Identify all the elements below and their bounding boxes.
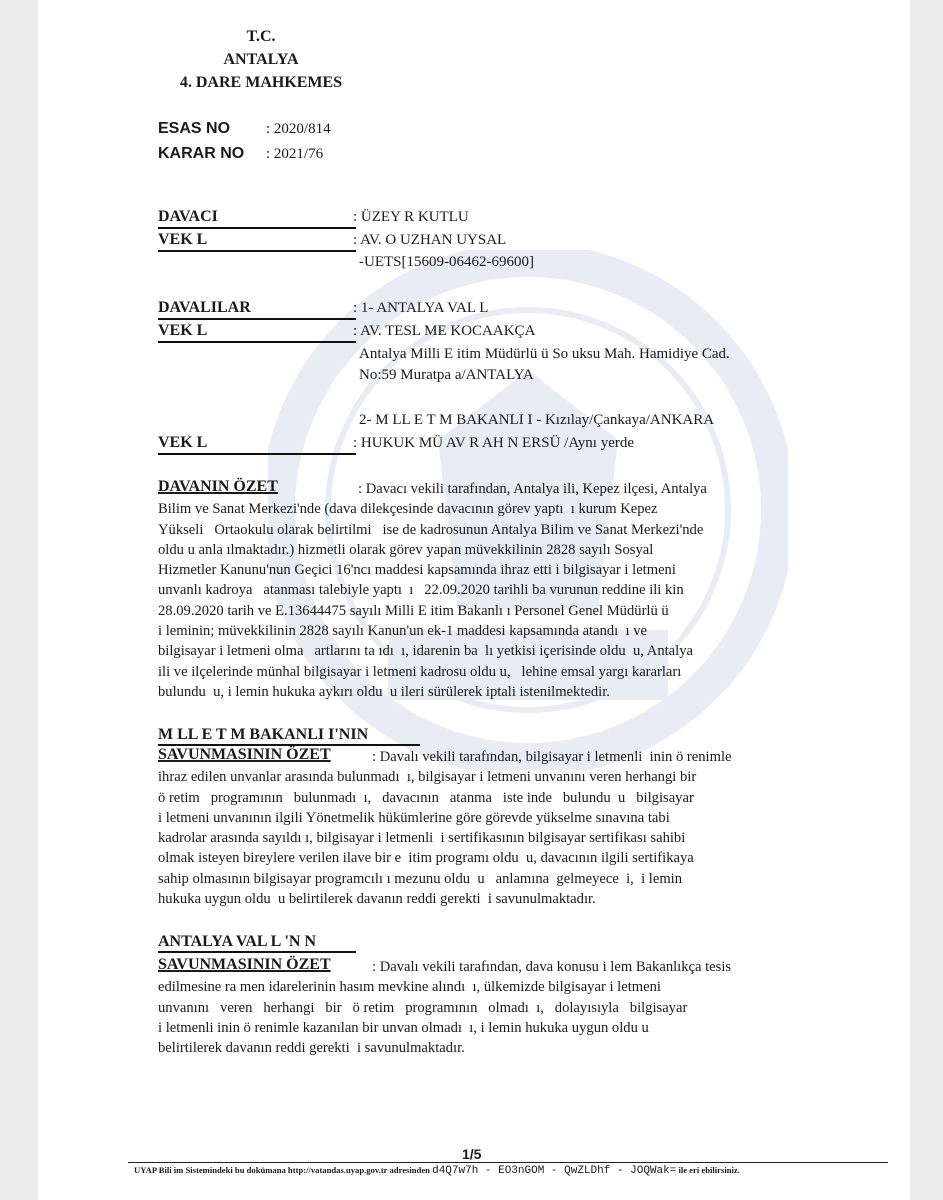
header-line-tc: T.C. xyxy=(246,28,276,45)
davali-2: 2- M LL E T M BAKANLI I - Kızılay/Çankaya/ANKARA xyxy=(359,412,715,428)
vekil-label: VEK L xyxy=(158,322,208,339)
divider-rule xyxy=(158,318,356,320)
esas-label: ESAS NO xyxy=(158,120,231,137)
paragraph-line: : Davalı vekili tarafından, bilgisayar i letmenli inin ö renimle xyxy=(372,749,732,765)
paragraph-line: i leminin; müvekkilinin 2828 sayılı Kanun'un ek-1 maddesi kapsamında atandı ı ve xyxy=(158,623,647,640)
uyap-footer xyxy=(134,1165,740,1177)
davalilar-label: DAVALILAR xyxy=(158,299,251,316)
court-name: 4. DARE MAHKEMES xyxy=(179,74,343,91)
savunma-governorship-title: ANTALYA VAL L 'N N xyxy=(158,933,316,950)
ozet-paragraph xyxy=(158,479,798,702)
vekil-value: : HUKUK MÜ AV R AH N ERSÜ /Aynı yerde xyxy=(353,435,635,451)
ozet-heading: DAVANIN ÖZET xyxy=(158,478,278,495)
document-page xyxy=(38,0,910,1200)
davaci-label: DAVACI xyxy=(158,208,218,225)
paragraph-line: oldu u anla ılmaktadır.) hizmetli olarak görev yapan müvekkilinin 2828 sayılı Sosyal xyxy=(158,541,654,558)
paragraph-line: Bilim ve Sanat Merkezi'nde (dava dilekçesinde davacının görev yaptı ı kurum Kepez xyxy=(158,501,658,518)
footer-text: UYAP Bili im Sistemindeki bu dokümana http://vatandas.uyap.gov.tr adresinden xyxy=(134,1165,430,1175)
vekil-value: : AV. O UZHAN UYSAL xyxy=(353,232,507,248)
paragraph-line: ö retim programının bulunmadı ı, davacının atanma iste inde bulundu u bilgisayar xyxy=(158,789,694,806)
divider-rule xyxy=(158,341,356,343)
paragraph-line: unvanını veren herhangi bir ö retim programının olmadı ı, dolayısıyla bilgisayar xyxy=(158,999,688,1016)
vekil-label: VEK L xyxy=(158,231,208,248)
savunma-governorship-paragraph xyxy=(158,957,798,1058)
paragraph-line: Hizmetler Kanunu'nun Geçici 16'ncı maddesi kapsamında ihraz etti i bilgisayar i letmeni xyxy=(158,562,676,579)
divider-rule xyxy=(158,250,356,252)
savunma-ministry-title: M LL E T M BAKANLI I'NIN xyxy=(158,726,369,743)
page-number: 1/5 xyxy=(462,1146,482,1162)
paragraph-line: kadrolar arasında sayıldı ı, bilgisayar i letmenli i sertifikasının bilgisayar sertifikası sahibi xyxy=(158,830,686,847)
savunma-heading: SAVUNMASININ ÖZET xyxy=(158,746,331,763)
paragraph-line: edilmesine ra men idarelerinin hasım mevkine alındı ı, ülkemizde bilgisayar i letmeni xyxy=(158,979,661,996)
paragraph-line: : Davalı vekili tarafından, dava konusu i lem Bakanlıkça tesis xyxy=(372,959,732,975)
divider-rule xyxy=(158,951,356,953)
header-line-city: ANTALYA xyxy=(223,51,299,68)
karar-label: KARAR NO xyxy=(158,145,245,162)
verification-code: d4Q7w7h - EO3nGOM - QwZLDhf - JOQWak= xyxy=(432,1165,677,1177)
savunma-heading: SAVUNMASININ ÖZET xyxy=(158,956,331,973)
paragraph-line: unvanlı kadroya atanması talebiyle yaptı ı 22.09.2020 tarihli ba vurunun reddine ili kin xyxy=(158,582,684,599)
savunma-ministry-paragraph xyxy=(158,747,798,909)
paragraph-line: hukuka uygun oldu u belirtilerek davanın reddi gerekti i savunulmaktadır. xyxy=(158,891,596,908)
footer-text: ile eri ebilirsiniz. xyxy=(678,1165,740,1175)
paragraph-line: : Davacı vekili tarafından, Antalya ili, Kepez ilçesi, Antalya xyxy=(358,481,707,497)
vekil-value: : AV. TESL ME KOCAAKÇA xyxy=(353,323,536,339)
paragraph-line: sahip olmasının bilgisayar programcılı ı mezunu oldu u anlamına gelmeyece i, i lemin xyxy=(158,870,683,887)
paragraph-line: 28.09.2020 tarih ve E.13644475 sayılı Milli E itim Bakanlı ı Personel Genel Müdürlü ü xyxy=(158,602,669,619)
paragraph-line: olmak isteyen bireylere verilen ilave bir e itim programı oldu u, davacının ilgili sertifikaya xyxy=(158,850,694,867)
paragraph-line: bulundu u, i lemin hukuka aykırı oldu u ileri sürülerek iptali istenilmektedir. xyxy=(158,683,610,700)
paragraph-line: i letmenli inin ö renimle kazanılan bir unvan olmadı ı, i lemin hukuka uygun oldu u xyxy=(158,1019,649,1036)
davalilar-value: : 1- ANTALYA VAL L xyxy=(353,300,489,316)
vekil-address-line: No:59 Muratpa a/ANTALYA xyxy=(359,367,534,383)
paragraph-line: Yükseli Ortaokulu olarak belirtilmi ise de kadrosunun Antalya Bilim ve Sanat Merkezi'nde xyxy=(158,521,704,538)
esas-value: : 2020/814 xyxy=(266,121,331,137)
vekil-label: VEK L xyxy=(158,434,208,451)
vekil-address-line: Antalya Milli E itim Müdürlü ü So uksu Mah. Hamidiye Cad. xyxy=(359,346,730,362)
footer-rule xyxy=(128,1162,888,1163)
paragraph-line: i letmeni unvanının ilgili Yönetmelik hükümlerine göre görevde yükselme sınavına tabi xyxy=(158,809,670,826)
divider-rule xyxy=(158,227,356,229)
paragraph-line: ihraz edilen unvanlar arasında bulunmadı ı, bilgisayar i letmeni unvanını veren herhangi bir xyxy=(158,769,697,786)
vekil-uets: -UETS[15609-06462-69600] xyxy=(359,254,534,270)
davaci-value: : ÜZEY R KUTLU xyxy=(353,209,469,225)
divider-rule xyxy=(158,453,356,455)
paragraph-line: bilgisayar i letmeni olma artlarını ta ıdı ı, idarenin ba lı yetkisi içerisinde oldu u, Antalya xyxy=(158,643,693,660)
karar-value: : 2021/76 xyxy=(266,146,324,162)
paragraph-line: ili ve ilçelerinde münhal bilgisayar i letmeni kadrosu oldu u, lehine emsal yargı kararları xyxy=(158,663,682,680)
paragraph-line: belirtilerek davanın reddi gerekti i savunulmaktadır. xyxy=(158,1040,465,1057)
